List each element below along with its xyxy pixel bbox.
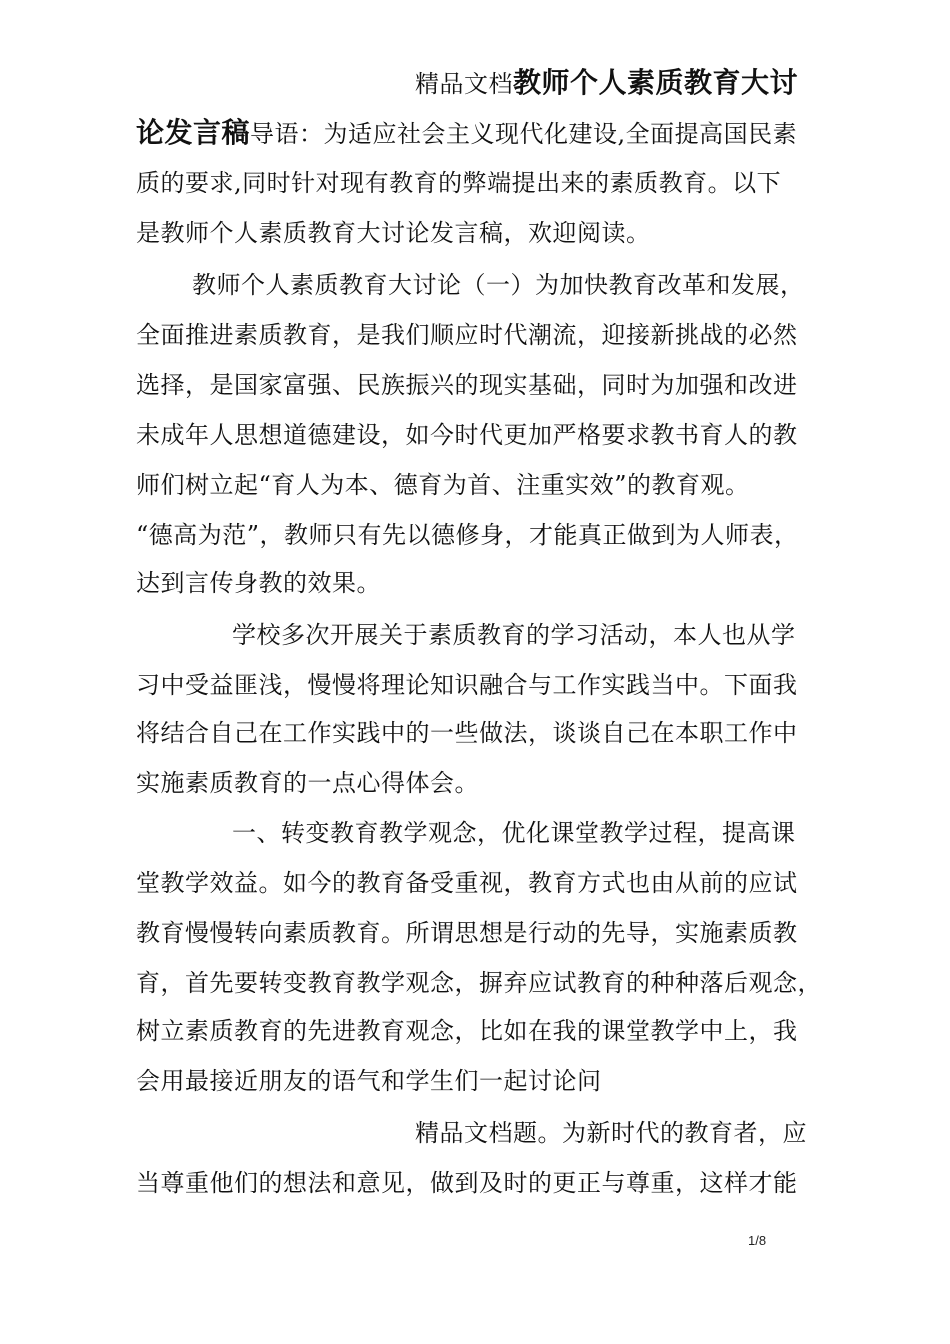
paragraph-line: 达到言传身教的效果。 xyxy=(136,569,381,597)
paragraph-line: 选择，是国家富强、民族振兴的现实基础，同时为加强和改进 xyxy=(136,371,798,399)
paragraph-line: 树立素质教育的先进教育观念，比如在我的课堂教学中上，我 xyxy=(136,1017,798,1045)
paragraph-line: 会用最接近朋友的语气和学生们一起讨论问 xyxy=(136,1067,602,1095)
paragraph-line: 导语：为适应社会主义现代化建设,全面提高国民素 xyxy=(250,120,798,148)
paragraph-line: 全面推进素质教育，是我们顺应时代潮流，迎接新挑战的必然 xyxy=(136,321,798,349)
paragraph-line: 将结合自己在工作实践中的一些做法，谈谈自己在本职工作中 xyxy=(136,719,798,747)
paragraph-line: 学校多次开展关于素质教育的学习活动，本人也从学 xyxy=(232,621,796,649)
document-title-part2: 论发言稿 xyxy=(136,116,251,149)
paragraph-line: 是教师个人素质教育大讨论发言稿，欢迎阅读。 xyxy=(136,219,651,247)
header-line xyxy=(415,68,798,99)
paragraph-line: 习中受益匪浅，慢慢将理论知识融合与工作实践当中。下面我 xyxy=(136,671,798,699)
paragraph-line: 实施素质教育的一点心得体会。 xyxy=(136,769,479,797)
paragraph-line: 教育慢慢转向素质教育。所谓思想是行动的先导，实施素质教 xyxy=(136,919,798,947)
paragraph-line: “德高为范”，教师只有先以德修身，才能真正做到为人师表， xyxy=(136,521,799,549)
paragraph-line: 堂教学效益。如今的教育备受重视，教育方式也由从前的应试 xyxy=(136,869,798,897)
paragraph-line: 一、转变教育教学观念，优化课堂教学过程，提高课 xyxy=(232,819,796,847)
paragraph-line: 教师个人素质教育大讨论（一）为加快教育改革和发展， xyxy=(192,271,805,299)
paragraph-line: 未成年人思想道德建设，如今时代更加严格要求教书育人的教 xyxy=(136,421,798,449)
paragraph-line: 质的要求,同时针对现有教育的弊端提出来的素质教育。以下 xyxy=(136,169,782,197)
paragraph-line: 当尊重他们的想法和意见，做到及时的更正与尊重，这样才能 xyxy=(136,1169,798,1197)
header-prefix: 精品文档 xyxy=(415,70,513,98)
document-title-part1: 教师个人素质教育大讨 xyxy=(513,66,799,99)
paragraph-line: 精品文档题。为新时代的教育者，应 xyxy=(415,1119,807,1147)
paragraph-line: 师们树立起“育人为本、德育为首、注重实效”的教育观。 xyxy=(136,471,750,499)
title-continuation-line xyxy=(136,118,797,149)
page-number: 1/8 xyxy=(748,1233,767,1248)
paragraph-line: 育，首先要转变教育教学观念，摒弃应试教育的种种落后观念， xyxy=(136,969,822,997)
